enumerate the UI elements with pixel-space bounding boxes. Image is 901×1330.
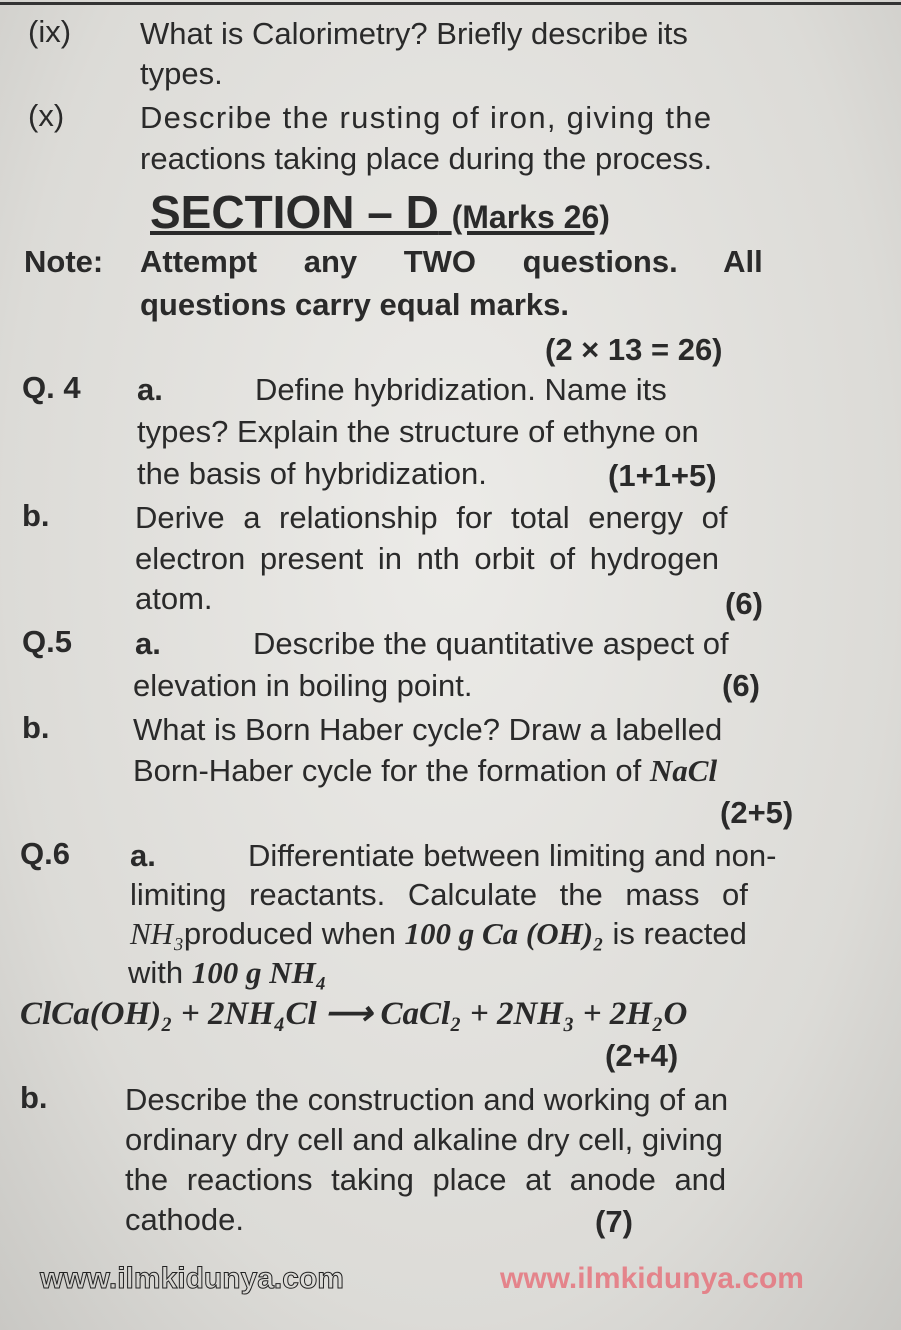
q4b-marks: (6) [725,586,763,621]
q5a-line1: Describe the quantitative aspect of [253,626,729,661]
nacl-formula: NaCl [649,753,718,788]
q-ix-line1 [140,16,845,52]
q-x-number: (x) [28,98,65,133]
watermark-logo-middle: www.ilmkidunya.com [500,1262,804,1295]
q6b-line2: ordinary dry cell and alkaline dry cell, giving [125,1122,723,1157]
q4b-label: b. [22,498,50,533]
reaction-equation: ClCa(OH)₂ + 2NH₄Cl ⟶ CaCl₂ + 2NH₃ + 2H₂O [20,996,688,1032]
q-x-line2: reactions taking place during the process. [140,141,713,176]
q6a-line2: limiting reactants. Calculate the mass of [130,877,748,912]
nh4-quantity: 100 g NH₄ [191,955,327,990]
q6a-line1: Differentiate between limiting and non- [248,838,777,873]
section-heading [150,188,610,241]
note-line2: questions carry equal marks. [140,287,570,322]
q4a-line1: Define hybridization. Name its [255,372,667,407]
note-label: Note: [24,244,104,279]
q5a-marks: (6) [722,668,760,703]
q6a-line3-text: produced when [183,916,396,951]
q-x-line1: Describe the rusting of iron, giving the [140,100,713,135]
q6a-label: a. [130,838,156,873]
q4b-line2: electron present in nth orbit of hydrogen [135,541,720,576]
q5b-line2 [133,753,717,789]
q-ix-text: What is Calorimetry? Briefly describe its [140,16,688,51]
q4-number: Q. 4 [22,370,81,405]
note-line1: Attempt any TWO questions. All [140,244,763,279]
q4a-line3: the basis of hybridization. [137,456,487,491]
q6b-line4: cathode. [125,1202,244,1237]
q5a-label: a. [135,626,161,661]
q4b-line3: atom. [135,581,213,616]
section-marks: (Marks 26) [451,199,610,235]
nh3-formula: NH₃ [130,916,184,951]
q6a-line3 [130,916,747,952]
q5-number: Q.5 [22,624,72,659]
q6b-label: b. [20,1080,48,1115]
watermark-logo-top: www.ilmkidunya.com [40,1262,344,1295]
q5b-line2-text: Born-Haber cycle for the formation of [133,753,642,788]
q6a-marks: (2+4) [605,1038,679,1073]
q6b-line3: the reactions taking place at anode and [125,1162,727,1197]
q6a-line3-end: is reacted [612,916,747,951]
q-ix-number: (ix) [28,14,72,49]
q5b-marks: (2+5) [720,795,794,830]
q4a-label: a. [137,372,163,407]
q6-number: Q.6 [20,836,70,871]
q6b-line1: Describe the construction and working of an [125,1082,729,1117]
top-rule [0,2,901,5]
note-marks: (2 × 13 = 26) [545,332,723,367]
q5a-line2: elevation in boiling point. [133,668,473,703]
q4a-line2: types? Explain the structure of ethyne on [137,414,699,449]
q6a-line4-text: with [128,955,184,990]
q5b-line1: What is Born Haber cycle? Draw a labelled [133,712,723,747]
caoh2-quantity: 100 g Ca (OH)₂ [404,916,604,951]
q-ix-line2: types. [140,56,223,91]
q6b-marks: (7) [595,1204,633,1239]
q4b-line1: Derive a relationship for total energy of [135,500,728,535]
q4a-marks: (1+1+5) [608,458,717,493]
q6a-line4 [128,955,327,991]
q5b-label: b. [22,710,50,745]
section-title: SECTION – D [150,186,439,238]
